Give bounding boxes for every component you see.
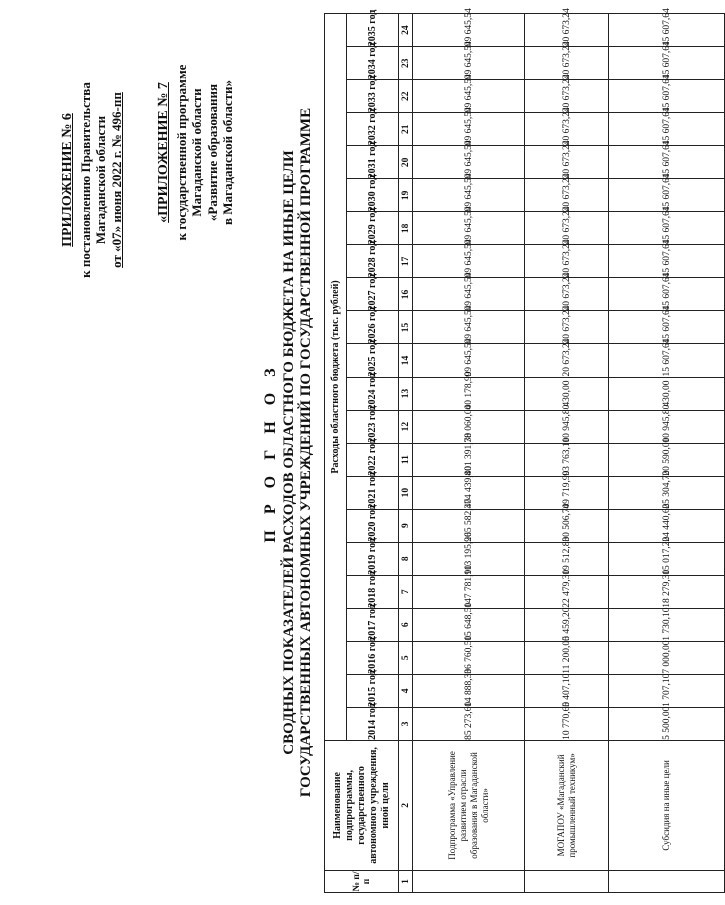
col-header-year: 2025 год	[347, 344, 399, 377]
value-cell: 20 673,24	[525, 113, 609, 146]
value-cell: 20 673,24	[525, 278, 609, 311]
value-cell: 15 607,64	[609, 344, 725, 377]
annex-7-title: «ПРИЛОЖЕНИЕ № 7	[156, 82, 171, 223]
row-number-cell	[413, 870, 525, 892]
value-cell: 99 645,54	[413, 311, 525, 344]
col-header-year: 2027 год	[347, 278, 399, 311]
col-index-cell: 7	[399, 575, 413, 608]
col-header-year: 2016 год	[347, 641, 399, 674]
value-cell: 99 645,54	[413, 245, 525, 278]
value-cell: 49 719,90	[525, 476, 609, 509]
value-cell: 15 607,64	[609, 113, 725, 146]
value-cell: 20 590,00	[609, 443, 725, 476]
value-cell: 99 645,54	[413, 146, 525, 179]
col-header-year: 2032 год	[347, 113, 399, 146]
value-cell: 265 582,40	[413, 509, 525, 542]
budget-table	[324, 8, 725, 893]
col-index-cell: 6	[399, 608, 413, 641]
table-index-row	[399, 14, 413, 893]
value-cell: 430,00	[609, 377, 725, 410]
col-index-cell: 21	[399, 113, 413, 146]
value-cell: 20 673,24	[525, 245, 609, 278]
col-index-cell: 18	[399, 212, 413, 245]
col-header-year: 2031 год	[347, 146, 399, 179]
col-header-year: 2033 год	[347, 80, 399, 113]
table-row	[525, 14, 609, 893]
value-cell: 15 017,20	[609, 542, 725, 575]
row-name-cell: Подпрограмма «Управление развитием отрасли образования в Магаданской области»	[413, 740, 525, 870]
value-cell: 10 945,80	[525, 410, 609, 443]
value-cell: 15 607,64	[609, 311, 725, 344]
annex-7-line2: Магаданской области	[189, 88, 204, 217]
col-index-cell: 5	[399, 641, 413, 674]
col-index-cell: 4	[399, 674, 413, 707]
forecast-subtitle-2: ГОСУДАРСТВЕННЫХ АВТОНОМНЫХ УЧРЕЖДЕНИЙ ПО ГОСУДАРСТВЕННОЙ ПРОГРАММЕ	[298, 107, 314, 798]
col-header-year: 2026 год	[347, 311, 399, 344]
forecast-title: П Р О Г Н О З	[262, 362, 279, 543]
value-cell: 20 673,24	[525, 344, 609, 377]
value-cell: 10 770,60	[525, 707, 609, 740]
value-cell: 15 607,64	[609, 278, 725, 311]
col-index-cell: 13	[399, 377, 413, 410]
col-index-cell: 19	[399, 179, 413, 212]
col-index-cell: 24	[399, 14, 413, 47]
col-header-expenses: Расходы областного бюджета (тыс. рублей)	[325, 14, 347, 741]
annex-6-title: ПРИЛОЖЕНИЕ № 6	[60, 113, 75, 247]
col-index-cell: 20	[399, 146, 413, 179]
value-cell: 20 673,24	[525, 311, 609, 344]
annex-6-header	[60, 20, 124, 340]
value-cell: 20 673,24	[525, 146, 609, 179]
value-cell: 22 479,30	[525, 575, 609, 608]
col-index-cell: 16	[399, 278, 413, 311]
value-cell: 401 391,30	[413, 443, 525, 476]
annex-6-line1: к постановлению Правительства	[77, 82, 93, 278]
value-cell: 20 673,24	[525, 179, 609, 212]
col-index-cell: 12	[399, 410, 413, 443]
document-title	[262, 10, 315, 895]
col-header-year: 2023 год	[347, 410, 399, 443]
value-cell: 85 273,60	[413, 707, 525, 740]
col-header-year: 2030 год	[347, 179, 399, 212]
value-cell: 10 945,80	[609, 410, 725, 443]
value-cell: 99 645,54	[413, 212, 525, 245]
value-cell: 99 645,54	[413, 179, 525, 212]
value-cell: 99 645,54	[413, 14, 525, 47]
value-cell: 78 060,00	[413, 410, 525, 443]
col-index-cell: 8	[399, 542, 413, 575]
value-cell: 40 178,90	[413, 377, 525, 410]
value-cell: 30 506,70	[525, 509, 609, 542]
annex-6-line2: Магаданской области	[93, 115, 108, 245]
value-cell: 20 673,24	[525, 47, 609, 80]
value-cell: 24 440,60	[609, 509, 725, 542]
col-index-cell: 10	[399, 476, 413, 509]
value-cell: 15 607,64	[609, 245, 725, 278]
value-cell: 18 279,30	[609, 575, 725, 608]
value-cell: 7 000,00	[609, 641, 725, 674]
annex-7-header	[156, 20, 236, 285]
value-cell: 99 645,54	[413, 47, 525, 80]
value-cell: 5 459,20	[525, 608, 609, 641]
value-cell: 20 673,24	[525, 80, 609, 113]
value-cell: 5 407,10	[525, 674, 609, 707]
value-cell: 19 512,80	[525, 542, 609, 575]
value-cell: 11 200,00	[525, 641, 609, 674]
value-cell: 36 760,50	[413, 641, 525, 674]
col-index-cell: 3	[399, 707, 413, 740]
value-cell: 1 707,10	[609, 674, 725, 707]
col-index-cell: 23	[399, 47, 413, 80]
annex-7-line4: в Магаданской области»	[220, 80, 235, 225]
value-cell: 93 763,10	[525, 443, 609, 476]
col-header-name: Наименование подпрограммы, государственного автономного учреждения, иной цели	[325, 740, 399, 870]
value-cell: 25 304,70	[609, 476, 725, 509]
value-cell: 5 500,00	[609, 707, 725, 740]
value-cell: 15 607,64	[609, 14, 725, 47]
value-cell: 20 673,24	[525, 14, 609, 47]
row-name-cell: Субсидия на иные цели	[609, 740, 725, 870]
table-row	[609, 14, 725, 893]
value-cell: 374 439,80	[413, 476, 525, 509]
col-header-year: 2029 год	[347, 212, 399, 245]
col-index-cell: 9	[399, 509, 413, 542]
value-cell: 20 673,24	[525, 212, 609, 245]
col-header-year: 2018 год	[347, 575, 399, 608]
col-header-year: 2015 год	[347, 674, 399, 707]
value-cell: 147 781,90	[413, 575, 525, 608]
value-cell: 15 607,64	[609, 212, 725, 245]
col-header-year: 2034 год	[347, 47, 399, 80]
col-header-year: 2021 год	[347, 476, 399, 509]
col-index-cell: 2	[399, 740, 413, 870]
value-cell: 15 648,50	[413, 608, 525, 641]
col-index-cell: 22	[399, 80, 413, 113]
col-header-year: 2019 год	[347, 542, 399, 575]
value-cell: 1 730,10	[609, 608, 725, 641]
col-header-year: 2035 год	[347, 14, 399, 47]
value-cell: 15 607,64	[609, 146, 725, 179]
col-header-year: 2022 год	[347, 443, 399, 476]
value-cell: 15 607,64	[609, 80, 725, 113]
table-group-header-row	[325, 14, 347, 893]
col-header-year: 2017 год	[347, 608, 399, 641]
col-header-num: № п/п	[325, 870, 399, 892]
col-index-cell: 17	[399, 245, 413, 278]
col-header-year: 2020 год	[347, 509, 399, 542]
annex-7-line1: к государственной программе	[173, 64, 189, 241]
row-name-cell: МОГАПОУ «Магаданский промышленный техникум»	[525, 740, 609, 870]
value-cell: 15 607,64	[609, 179, 725, 212]
value-cell: 99 645,54	[413, 278, 525, 311]
value-cell: 113 195,90	[413, 542, 525, 575]
value-cell: 99 645,54	[413, 344, 525, 377]
col-header-year: 2024 год	[347, 377, 399, 410]
col-index-cell: 14	[399, 344, 413, 377]
col-header-year: 2028 год	[347, 245, 399, 278]
col-index-cell: 15	[399, 311, 413, 344]
row-number-cell	[609, 870, 725, 892]
col-index-cell: 11	[399, 443, 413, 476]
table-row	[413, 14, 525, 893]
value-cell: 99 645,54	[413, 80, 525, 113]
forecast-subtitle-1: СВОДНЫХ ПОКАЗАТЕЛЕЙ РАСХОДОВ ОБЛАСТНОГО БЮДЖЕТА НА ИНЫЕ ЦЕЛИ	[281, 150, 297, 755]
value-cell: 99 645,54	[413, 113, 525, 146]
value-cell: 15 607,64	[609, 47, 725, 80]
col-index-cell: 1	[399, 870, 413, 892]
value-cell: 14 888,30	[413, 674, 525, 707]
row-number-cell	[525, 870, 609, 892]
col-header-year: 2014 год	[347, 707, 399, 740]
value-cell: 430,00	[525, 377, 609, 410]
annex-7-line3: «Развитие образования	[204, 83, 220, 222]
annex-6-line3: от «07» июня 2022 г. № 496-пп	[108, 92, 124, 268]
